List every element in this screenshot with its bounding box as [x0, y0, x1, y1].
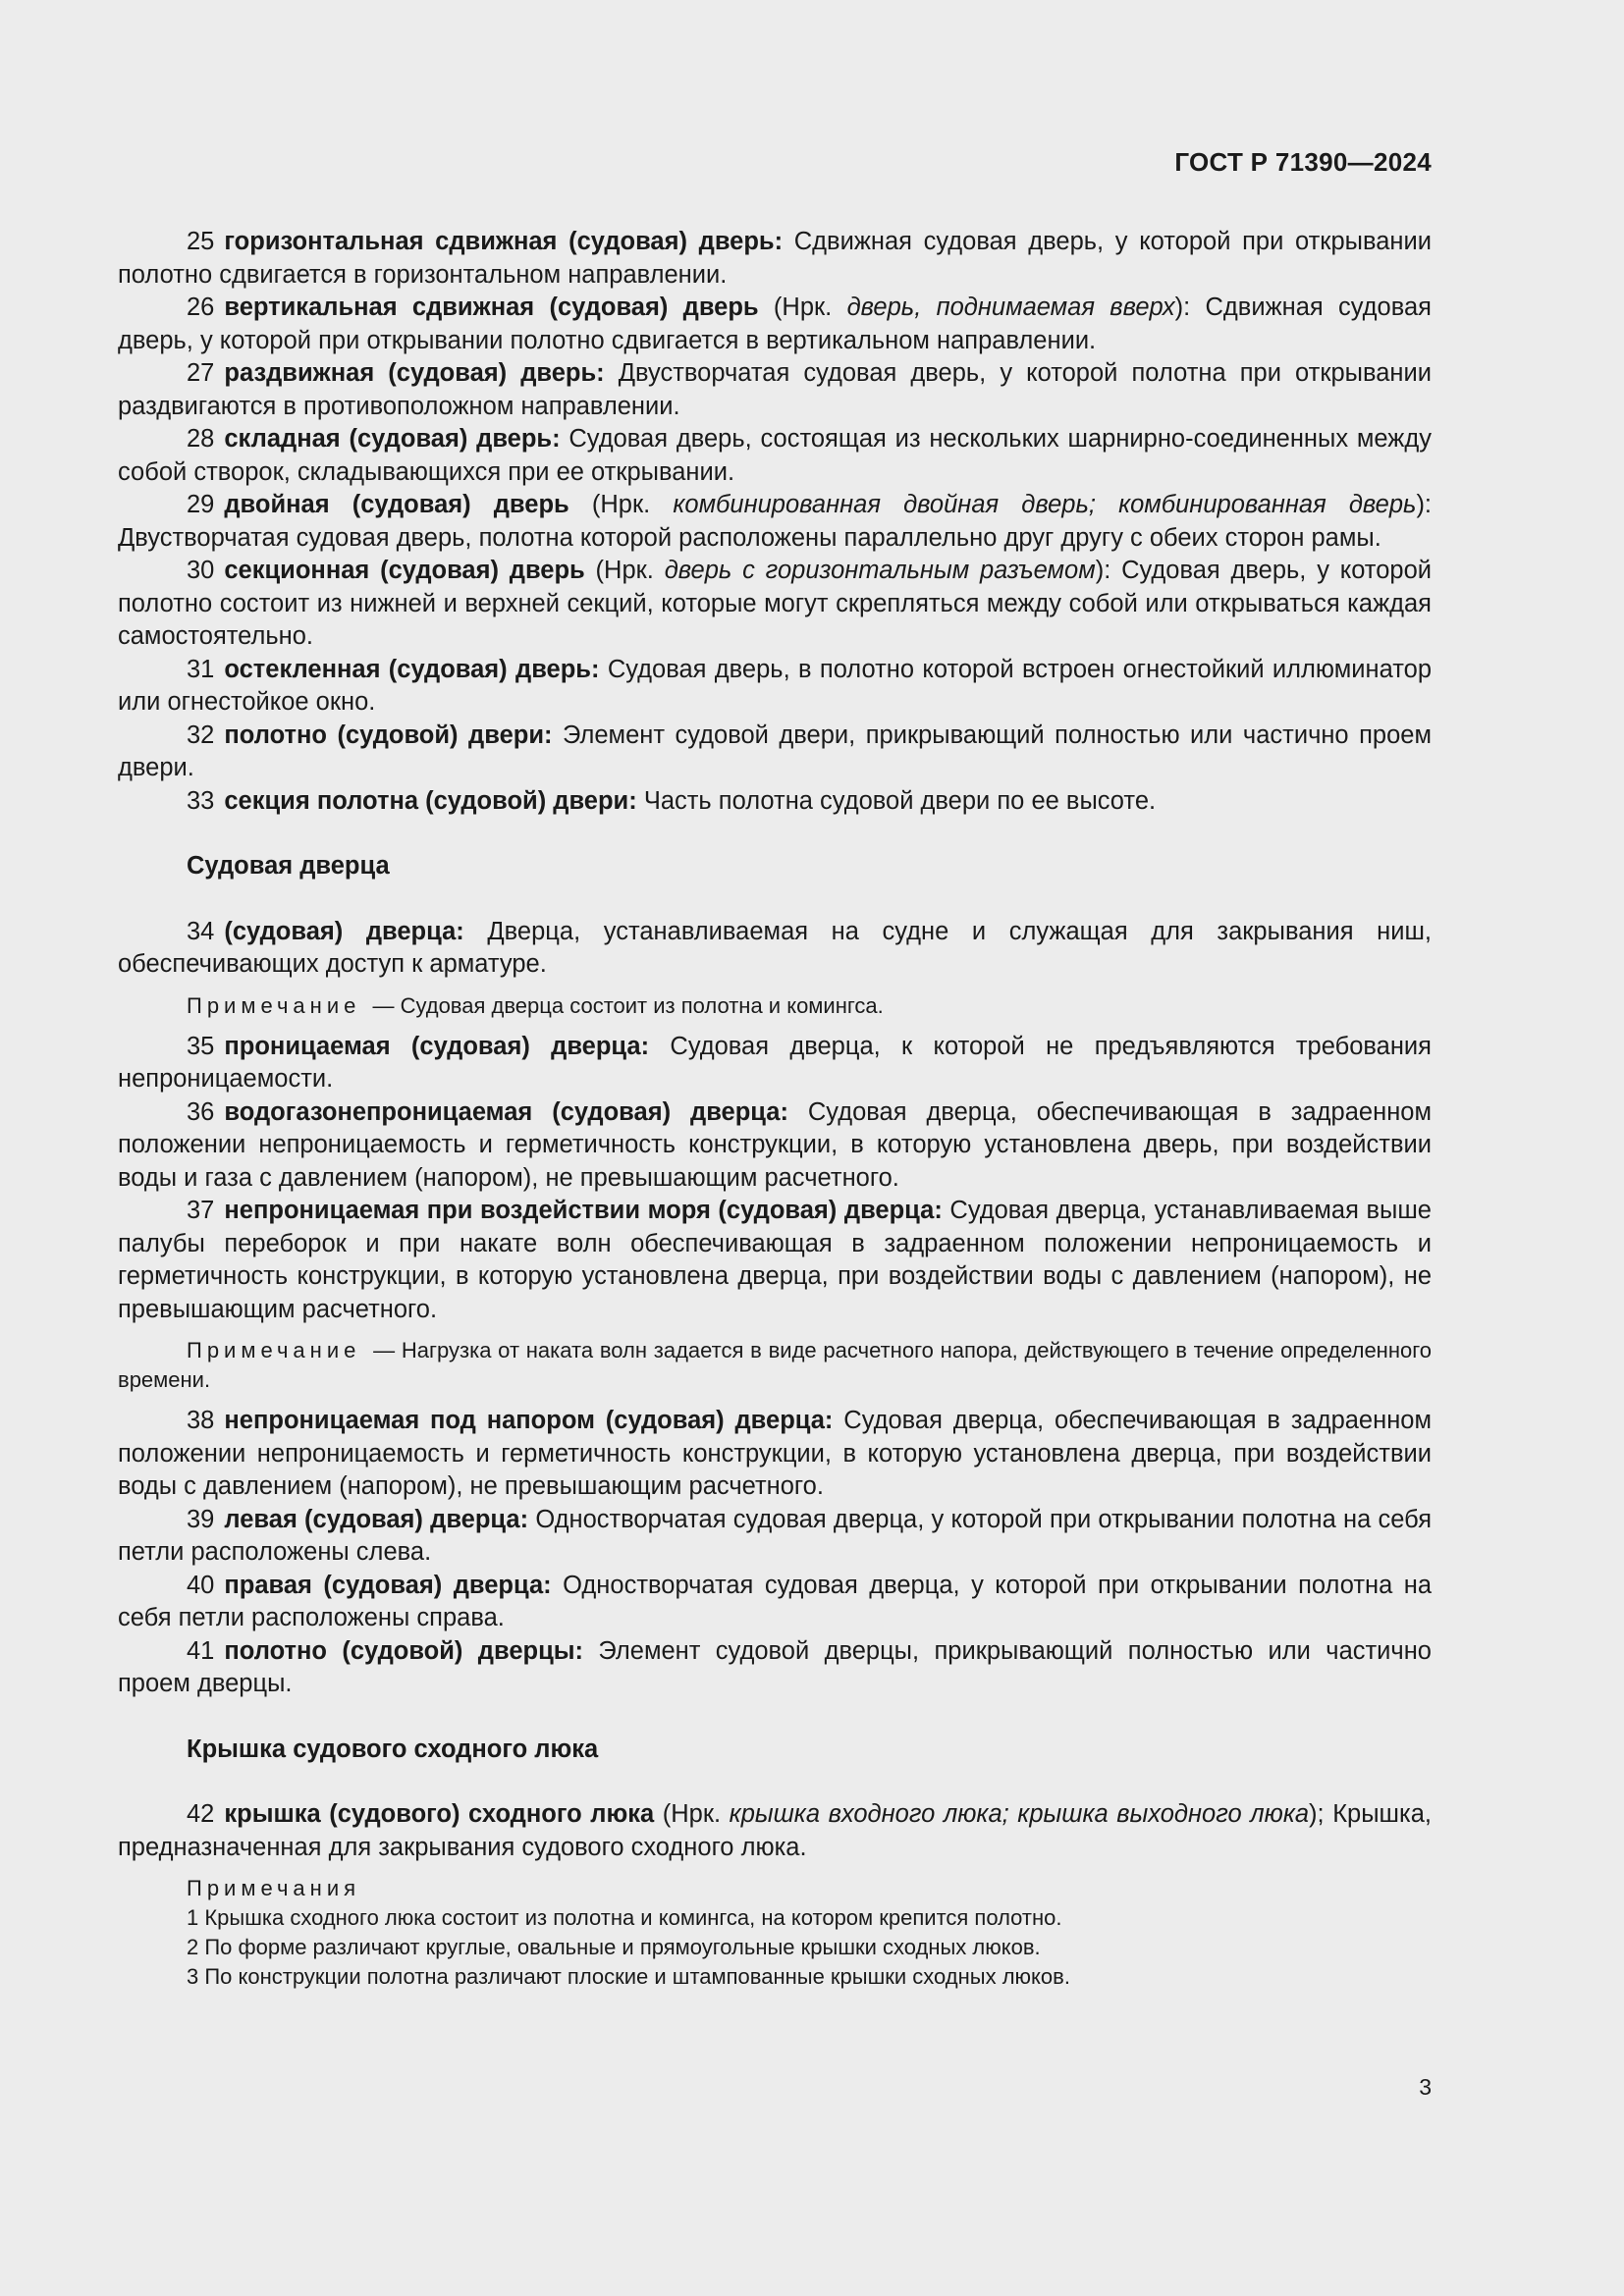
terms-list-hatches-1	[118, 1031, 1432, 1327]
term-entry	[118, 489, 1432, 555]
term-definition: Сдвижная судовая дверь, у которой при открывании полотно сдвигается в вертикальном направлении.	[118, 294, 1432, 354]
note-text: — Нагрузка от наката волн задается в виде расчетного напора, действующего в течение определенного времени.	[118, 1338, 1432, 1392]
term-definition: Судовая дверца, обеспечивающая в задраенном положении непроницаемость и герметичность конструкции, в которую установлена дверь, при воздействии воды и газа с давлением (напором), не превышающим расчетного.	[118, 1097, 1432, 1192]
term-definition: Одностворчатая судовая дверца, у которой при открывании полотна на себя петли расположены справа.	[118, 1571, 1432, 1631]
term-name: правая (судовая) дверца:	[224, 1571, 552, 1599]
term-entry	[118, 1504, 1432, 1570]
term-name: крышка (судового) сходного люка	[224, 1800, 655, 1828]
page-number: 3	[1419, 2074, 1432, 2100]
term-definition: Дверца, устанавливаемая на судне и служащая для закрывания ниш, обеспечивающих доступ к арматуре.	[118, 917, 1432, 978]
document-page	[118, 0, 1432, 2296]
content	[118, 226, 1432, 1992]
term-entry	[118, 785, 1432, 819]
term-nrk-prefix: (Нрк.	[662, 1800, 722, 1828]
term-entry	[118, 1798, 1432, 1864]
term-nrk: дверь с горизонтальным разъемом	[664, 557, 1096, 584]
term-number: 28	[187, 425, 215, 453]
notes-item: 1 Крышка сходного люка состоит из полотна и комингса, на котором крепится полотно.	[187, 1905, 1062, 1930]
notes-heading: Примечания	[187, 1876, 361, 1900]
document-code: ГОСТ Р 71390—2024	[1174, 147, 1432, 177]
term-nrk-suffix: ):	[1174, 294, 1191, 321]
term-definition: Элемент судовой двери, прикрывающий полностью или частично проем двери.	[118, 721, 1432, 781]
term-number: 39	[187, 1505, 215, 1533]
term-number: 30	[187, 557, 215, 584]
term-name: (судовая) дверца:	[224, 917, 464, 945]
term-name: полотно (судовой) дверцы:	[224, 1636, 584, 1665]
term-name: полотно (судовой) двери:	[224, 721, 553, 749]
notes-item: 2 По форме различают круглые, овальные и прямоугольные крышки сходных люков.	[187, 1935, 1041, 1959]
term-entry	[118, 720, 1432, 785]
term-definition: Судовая дверца, устанавливаемая выше палубы переборок и при накате волн обеспечивающая в задраенном положении непроницаемость и герметичность конструкции, в которую установлена дверца, при воздействии воды с давлением (напором), не превышающим расчетного.	[118, 1197, 1432, 1323]
term-name: раздвижная (судовая) дверь:	[224, 359, 605, 387]
term-number: 35	[187, 1032, 215, 1060]
term-name: секция полотна (судовой) двери:	[224, 786, 637, 815]
term-nrk-prefix: (Нрк.	[595, 557, 654, 584]
term-definition: Судовая дверь, в полотно которой встроен огнестойкий иллюминатор или огнестойкое окно.	[118, 655, 1433, 716]
term-nrk: дверь, поднимаемая вверх	[846, 294, 1175, 321]
term-number: 27	[187, 359, 215, 387]
term-nrk: комбинированная двойная дверь; комбинированная дверь	[673, 491, 1417, 518]
term-definition: Часть полотна судовой двери по ее высоте.	[643, 786, 1157, 815]
term-nrk-prefix: (Нрк.	[773, 294, 833, 321]
term-number: 29	[187, 491, 215, 518]
term-definition: Крышка, предназначенная для закрывания судового сходного люка.	[118, 1800, 1432, 1861]
term-number: 34	[187, 917, 215, 945]
term-definition: Двустворчатая судовая дверь, полотна которой расположены параллельно друг другу с обеих сторон рамы.	[118, 523, 1381, 552]
note	[118, 991, 1432, 1021]
term-name: проницаемая (судовая) дверца:	[224, 1032, 650, 1060]
term-entry	[118, 1096, 1432, 1196]
term-number: 36	[187, 1097, 215, 1126]
term-entry	[118, 292, 1432, 357]
note-text: — Судовая дверца состоит из полотна и комингса.	[372, 992, 884, 1018]
note-heading: Примечание	[187, 1338, 361, 1362]
term-definition: Двустворчатая судовая дверь, у которой полотна при открывании раздвигаются в противоположном направлении.	[118, 359, 1432, 420]
term-entry	[118, 555, 1432, 654]
term-number: 42	[187, 1800, 215, 1828]
term-name: двойная (судовая) дверь	[224, 491, 569, 518]
notes-item: 3 По конструкции полотна различают плоские и штампованные крышки сходных люков.	[187, 1964, 1070, 1989]
term-name: горизонтальная сдвижная (судовая) дверь:	[224, 228, 784, 255]
term-name: непроницаемая при воздействии моря (судовая) дверца:	[224, 1197, 943, 1224]
term-definition: Сдвижная судовая дверь, у которой при открывании полотно сдвигается в горизонтальном направлении.	[118, 228, 1432, 289]
term-definition: Судовая дверь, состоящая из нескольких шарнирно-соединенных между собой створок, складывающихся при ее открывании.	[118, 425, 1432, 486]
term-name: левая (судовая) дверца:	[224, 1505, 529, 1533]
terms-list-doors	[118, 226, 1432, 818]
terms-list-hatches-2	[118, 1405, 1432, 1701]
term-entry	[118, 357, 1432, 423]
term-number: 37	[187, 1197, 215, 1224]
term-nrk-suffix: ):	[1416, 491, 1433, 518]
term-nrk-suffix: );	[1309, 1800, 1325, 1828]
term-nrk: крышка входного люка; крышка выходного люка	[729, 1800, 1310, 1828]
term-definition: Одностворчатая судовая дверца, у которой при открывании полотна на себя петли расположены слева.	[118, 1505, 1432, 1566]
term-name: водогазонепроницаемая (судовая) дверца:	[224, 1097, 788, 1126]
term-definition: Судовая дверца, к которой не предъявляются требования непроницаемости.	[118, 1032, 1432, 1093]
term-nrk-suffix: ):	[1095, 557, 1111, 584]
term-entry	[118, 654, 1432, 720]
term-entry	[118, 1195, 1432, 1326]
term-nrk-prefix: (Нрк.	[591, 491, 651, 518]
term-entry	[118, 1031, 1432, 1096]
term-number: 41	[187, 1636, 215, 1665]
term-entry	[118, 226, 1432, 292]
term-number: 33	[187, 786, 215, 815]
term-entry	[118, 916, 1432, 982]
term-number: 38	[187, 1407, 215, 1434]
note	[118, 1336, 1432, 1395]
term-entry	[118, 423, 1432, 489]
term-name: непроницаемая под напором (судовая) дверца:	[224, 1407, 834, 1434]
term-name: складная (судовая) дверь:	[224, 425, 561, 453]
term-name: секционная (судовая) дверь	[224, 557, 585, 584]
term-number: 25	[187, 228, 215, 255]
term-number: 32	[187, 721, 215, 749]
section-title-companionway-cover: Крышка судового сходного люка	[187, 1735, 599, 1763]
term-definition: Судовая дверца, обеспечивающая в задраенном положении непроницаемость и герметичность конструкции, в которую установлена дверца, при воздействии воды с давлением (напором), не превышающим расчетного.	[118, 1407, 1432, 1500]
note-heading: Примечание	[187, 992, 361, 1018]
term-number: 31	[187, 655, 215, 683]
term-name: вертикальная сдвижная (судовая) дверь	[224, 294, 759, 321]
term-number: 40	[187, 1571, 215, 1599]
term-definition: Судовая дверь, у которой полотно состоит из нижней и верхней секций, которые могут скрепляться между собой или открываться каждая самостоятельно.	[118, 557, 1432, 650]
term-entry	[118, 1405, 1432, 1504]
term-name: остекленная (судовая) дверь:	[224, 655, 600, 683]
term-entry	[118, 1635, 1432, 1701]
term-entry	[118, 1570, 1432, 1635]
notes-block	[118, 1874, 1432, 1992]
term-number: 26	[187, 294, 215, 321]
term-definition: Элемент судовой дверцы, прикрывающий полностью или частично проем дверцы.	[118, 1636, 1432, 1697]
section-title-door-hatch: Судовая дверца	[187, 852, 390, 880]
